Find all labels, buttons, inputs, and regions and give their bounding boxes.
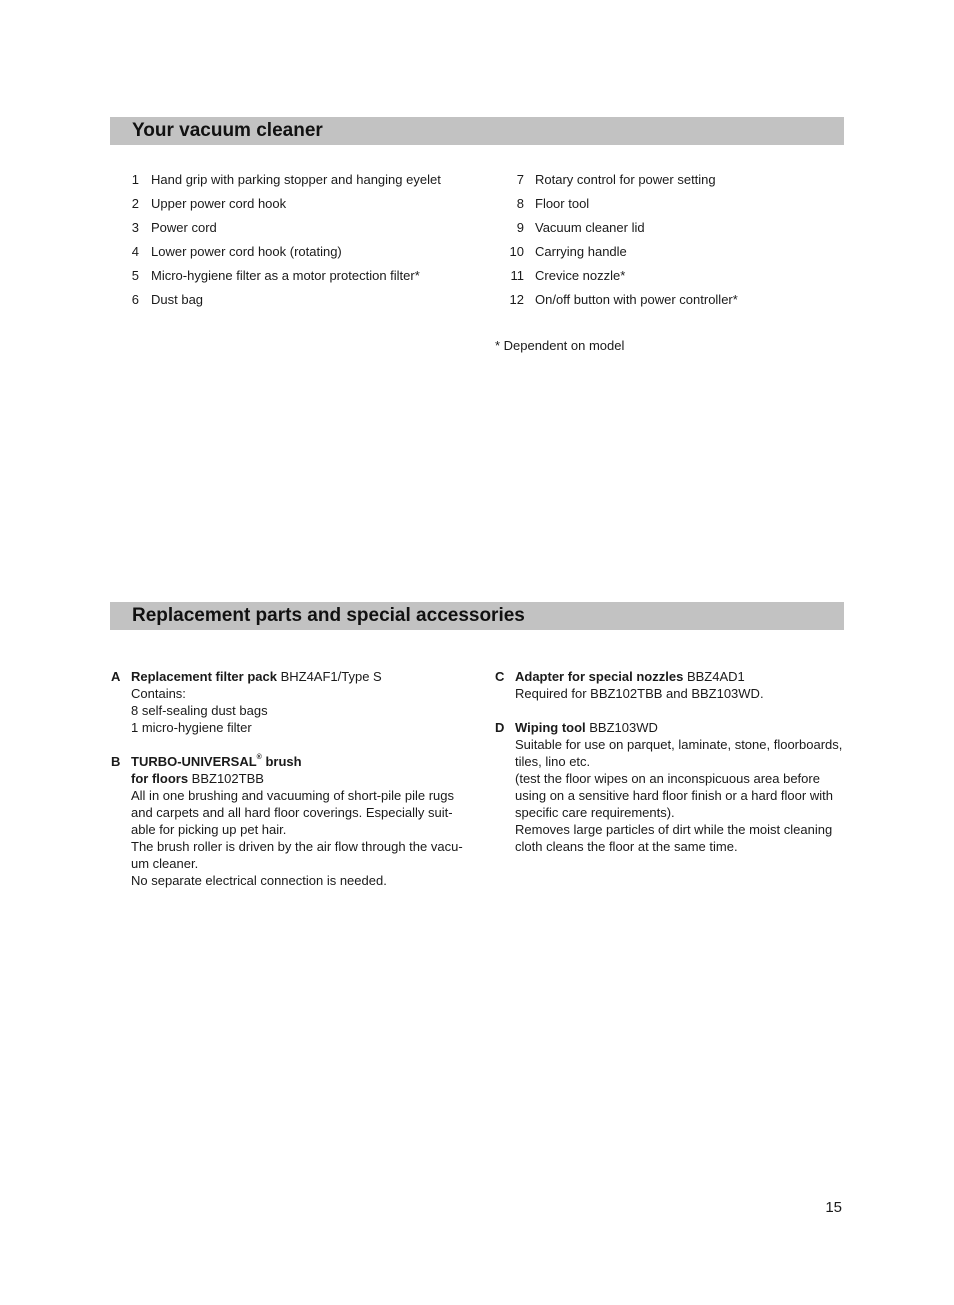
accessory-heading-2 xyxy=(131,770,463,787)
item-label: Hand grip with parking stopper and hanging eyelet xyxy=(151,172,441,187)
accessory-letter: A xyxy=(111,669,121,684)
accessory-name: Adapter for special nozzles xyxy=(515,669,684,684)
accessory-line: Suitable for use on parquet, laminate, stone, floorboards, xyxy=(515,737,843,752)
item-number: 4 xyxy=(131,244,139,259)
accessory-line: No separate electrical connection is needed. xyxy=(131,873,387,888)
accessory-name-2: for floors xyxy=(131,771,189,786)
accessory-line: and carpets and all hard floor coverings. Especially suit- xyxy=(131,805,453,820)
item-label: Vacuum cleaner lid xyxy=(535,220,645,235)
accessory-code: BBZ103WD xyxy=(585,720,658,735)
accessory-line: tiles, lino etc. xyxy=(515,754,591,769)
accessory-code: BHZ4AF1/Type S xyxy=(276,669,382,684)
item-label: Lower power cord hook (rotating) xyxy=(151,244,342,259)
item-label: Dust bag xyxy=(151,292,204,307)
item-number: 2 xyxy=(131,196,139,211)
accessory-heading xyxy=(515,668,764,685)
item-number: 8 xyxy=(516,196,524,211)
accessory-body xyxy=(131,668,382,736)
accessory-body xyxy=(131,753,463,889)
accessory-line: All in one brushing and vacuuming of short-pile pile rugs xyxy=(131,788,455,803)
item-label: Crevice nozzle* xyxy=(535,268,626,283)
accessory-code: BBZ102TBB xyxy=(188,771,264,786)
accessory-line: Contains: xyxy=(131,686,186,701)
accessory-line: Removes large particles of dirt while the moist cleaning xyxy=(515,822,833,837)
item-number: 7 xyxy=(516,172,524,187)
accessory-heading xyxy=(131,668,382,685)
accessory-code: BBZ4AD1 xyxy=(683,669,745,684)
accessory-name: Replacement filter pack xyxy=(131,669,277,684)
item-number: 3 xyxy=(131,220,139,235)
item-number: 10 xyxy=(509,244,524,259)
registered-mark: ® xyxy=(256,754,262,761)
accessory-name-suffix: brush xyxy=(261,754,302,769)
item-number: 9 xyxy=(516,220,524,235)
accessory-line: using on a sensitive hard floor finish or a hard floor with xyxy=(515,788,833,803)
item-number: 6 xyxy=(131,292,139,307)
accessory-line: 8 self-sealing dust bags xyxy=(131,703,268,718)
accessory-letter: D xyxy=(495,720,505,735)
accessory-body xyxy=(515,668,764,702)
accessory-letter: B xyxy=(111,754,121,769)
item-label: Micro-hygiene filter as a motor protection filter* xyxy=(151,268,420,283)
item-label: Carrying handle xyxy=(535,244,627,259)
section-header-vacuum-cleaner xyxy=(110,117,844,145)
accessory-line: um cleaner. xyxy=(131,856,199,871)
item-label: Floor tool xyxy=(535,196,590,211)
accessory-name: Wiping tool xyxy=(515,720,586,735)
accessory-body xyxy=(515,719,842,855)
accessory-name: TURBO-UNIVERSAL xyxy=(131,754,257,769)
item-label: On/off button with power controller* xyxy=(535,292,738,307)
page-number: 15 xyxy=(825,1199,842,1216)
section-title-accessories: Replacement parts and special accessories xyxy=(132,605,525,626)
section-header-accessories xyxy=(110,602,844,630)
footnote: * Dependent on model xyxy=(495,338,625,353)
item-number: 1 xyxy=(131,172,139,187)
accessory-letter: C xyxy=(495,669,505,684)
accessory-line: (test the floor wipes on an inconspicuous area before xyxy=(515,771,820,786)
accessory-line: Required for BBZ102TBB and BBZ103WD. xyxy=(515,686,764,701)
item-label: Upper power cord hook xyxy=(151,196,287,211)
accessory-heading xyxy=(131,753,463,770)
accessory-line: specific care requirements). xyxy=(515,805,675,820)
accessory-heading xyxy=(515,719,842,736)
accessory-line: able for picking up pet hair. xyxy=(131,822,287,837)
item-number: 11 xyxy=(510,268,524,283)
accessory-line: cloth cleans the floor at the same time. xyxy=(515,839,738,854)
section-title-vacuum-cleaner: Your vacuum cleaner xyxy=(132,120,323,141)
accessory-line: The brush roller is driven by the air flow through the vacu- xyxy=(131,839,463,854)
item-number: 5 xyxy=(131,268,139,283)
item-label: Power cord xyxy=(151,220,217,235)
item-label: Rotary control for power setting xyxy=(535,172,716,187)
item-number: 12 xyxy=(509,292,524,307)
accessory-line: 1 micro-hygiene filter xyxy=(131,720,252,735)
